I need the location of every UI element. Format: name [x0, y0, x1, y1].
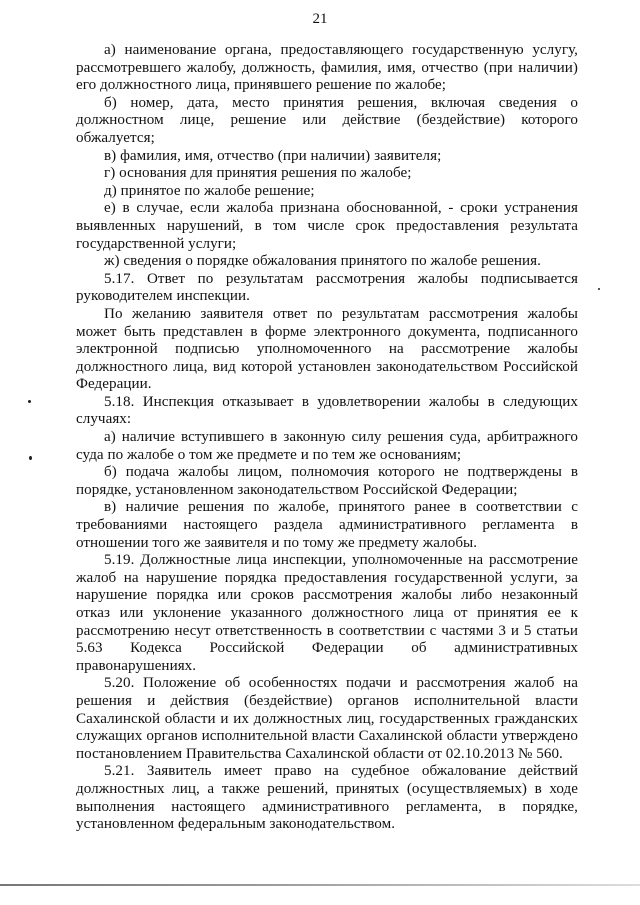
paragraph-5-16-e: е) в случае, если жалоба признана обоснованной, - сроки устранения выявленных нарушений, в том числе срок предоставления результата государственной услуги;	[76, 200, 578, 252]
page-number: 21	[312, 11, 328, 27]
paragraph-5-18-v: в) наличие решения по жалобе, принятого ранее в соответствии с требованиями настоящего раздела административного регламента в отношении того же заявителя и по тому же предмету жалобы.	[76, 499, 578, 551]
paragraph-5-16-v: в) фамилия, имя, отчество (при наличии) заявителя;	[104, 147, 442, 164]
document-body	[76, 42, 578, 834]
scan-edge-line	[0, 884, 640, 886]
scan-speck	[28, 400, 31, 403]
paragraph-5-19: 5.19. Должностные лица инспекции, уполномоченные на рассмотрение жалоб на нарушение порядка предоставления государственной услуги, за нарушение порядка или сроков рассмотрения жалобы либо незаконный отказ или уклонение указанного должностного лица от принятия ее к рассмотрению несут ответственность в соответствии с частями 3 и 5 статьи 5.63 Кодекса Российской Федерации об административных правонарушениях.	[76, 552, 578, 674]
paragraph-5-16-b: б) номер, дата, место принятия решения, включая сведения о должностном лице, решение или действие (бездействие) которого обжалуется;	[76, 94, 578, 146]
paragraph-5-17-electronic: По желанию заявителя ответ по результатам рассмотрения жалобы может быть представлен в форме электронного документа, подписанного электронной подписью уполномоченного на рассмотрение жалобы должностного лица, вид которой установлен законодательством Российской Федерации.	[76, 305, 578, 393]
paragraph-5-18-b: б) подача жалобы лицом, полномочия которого не подтверждены в порядке, установленном законодательством Российской Федерации;	[76, 464, 578, 498]
paragraph-5-16-a: а) наименование органа, предоставляющего государственную услугу, рассмотревшего жалобу, должность, фамилия, имя, отчество (при наличии) его должностного лица, принявшего решение по жалобе;	[76, 42, 578, 94]
paragraph-5-17: 5.17. Ответ по результатам рассмотрения жалобы подписывается руководителем инспекции.	[76, 270, 578, 305]
scan-speck	[598, 288, 600, 290]
scan-speck	[29, 456, 32, 460]
paragraph-5-16-d: д) принятое по жалобе решение;	[104, 182, 315, 199]
paragraph-5-20: 5.20. Положение об особенностях подачи и рассмотрения жалоб на решения и действия (бездействие) органов исполнительной власти Сахалинской области и их должностных лиц, государственных гражданских служащих органов исполнительной власти Сахалинской области утверждено постановлением Правительства Сахалинской области от 02.10.2013 № 560.	[76, 675, 578, 762]
paragraph-5-18: 5.18. Инспекция отказывает в удовлетворении жалобы в следующих случаях:	[76, 393, 578, 428]
paragraph-5-18-a: а) наличие вступившего в законную силу решения суда, арбитражного суда по жалобе о том же предмете и по тем же основаниям;	[76, 429, 578, 463]
paragraph-5-16-zh: ж) сведения о порядке обжалования принятого по жалобе решения.	[104, 253, 541, 270]
paragraph-5-21: 5.21. Заявитель имеет право на судебное обжалование действий должностных лиц, а также решений, принятых (осуществляемых) в ходе выполнения настоящего административного регламента, в порядке, установленном федеральным законодательством.	[76, 763, 578, 833]
paragraph-5-16-g: г) основания для принятия решения по жалобе;	[104, 165, 412, 182]
